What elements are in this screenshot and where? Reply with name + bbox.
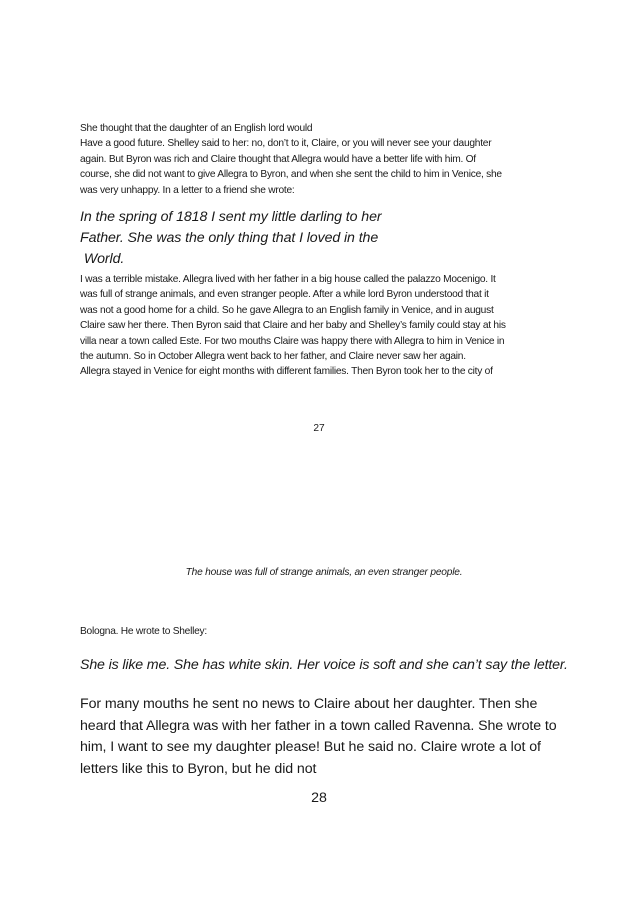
text-line: him, I want to see my daughter please! But he said no. Claire wrote a lot of xyxy=(80,739,541,755)
page-number: 28 xyxy=(311,790,327,806)
text-line: For many mouths he sent no news to Claire about her daughter. Then she xyxy=(80,696,538,712)
text-line: was very unhappy. In a letter to a friend she wrote: xyxy=(80,184,295,196)
text-line: Have a good future. Shelley said to her: no, don’t to it, Claire, or you will never see your daughter xyxy=(80,138,492,150)
text-line: villa near a town called Este. For two mouths Claire was happy there with Allegra to him in Venice in xyxy=(80,335,505,347)
quote-line: World. xyxy=(80,251,125,267)
text-line: was full of strange animals, and even stranger people. After a while lord Byron understood that it xyxy=(80,289,489,301)
text-line: was not a good home for a child. So he gave Allegra to an English family in Venice, and in august xyxy=(80,304,494,316)
text-line: letters like this to Byron, but he did not xyxy=(80,760,317,777)
quote-line: Father. She was the only thing that I loved in the xyxy=(80,230,379,246)
text-line: again. But Byron was rich and Claire thought that Allegra would have a better life with him. Of xyxy=(80,153,476,165)
image-caption: The house was full of strange animals, an even stranger people. xyxy=(185,567,463,578)
page-number: 27 xyxy=(313,423,325,434)
text-line: course, she did not want to give Allegra to Byron, and when she sent the child to him in Venice, she xyxy=(80,169,502,181)
text-line: I was a terrible mistake. Allegra lived with her father in a big house called the palazzo Mocenigo. It xyxy=(80,274,496,285)
text-line: Claire saw her there. Then Byron said that Claire and her baby and Shelley’s family could stay at his xyxy=(80,320,506,332)
quote-line: In the spring of 1818 I sent my little darling to her xyxy=(80,209,382,225)
paragraph-allegra-venice xyxy=(80,272,568,380)
text-line: heard that Allegra was with her father in a town called Ravenna. She wrote to xyxy=(80,717,557,734)
text-line: She thought that the daughter of an English lord would xyxy=(80,123,313,134)
paragraph-intro xyxy=(80,121,568,198)
quote-claire-letter xyxy=(80,207,568,270)
text-line: Allegra stayed in Venice for eight months with different families. Then Byron took her to the city of xyxy=(80,366,493,378)
quote-byron-letter: She is like me. She has white skin. Her voice is soft and she can’t say the letter. xyxy=(80,657,568,673)
paragraph-ravenna xyxy=(80,694,568,780)
text-line: the autumn. So in October Allegra went back to her father, and Claire never saw her again. xyxy=(80,351,466,363)
paragraph-bologna: Bologna. He wrote to Shelley: xyxy=(80,626,207,637)
